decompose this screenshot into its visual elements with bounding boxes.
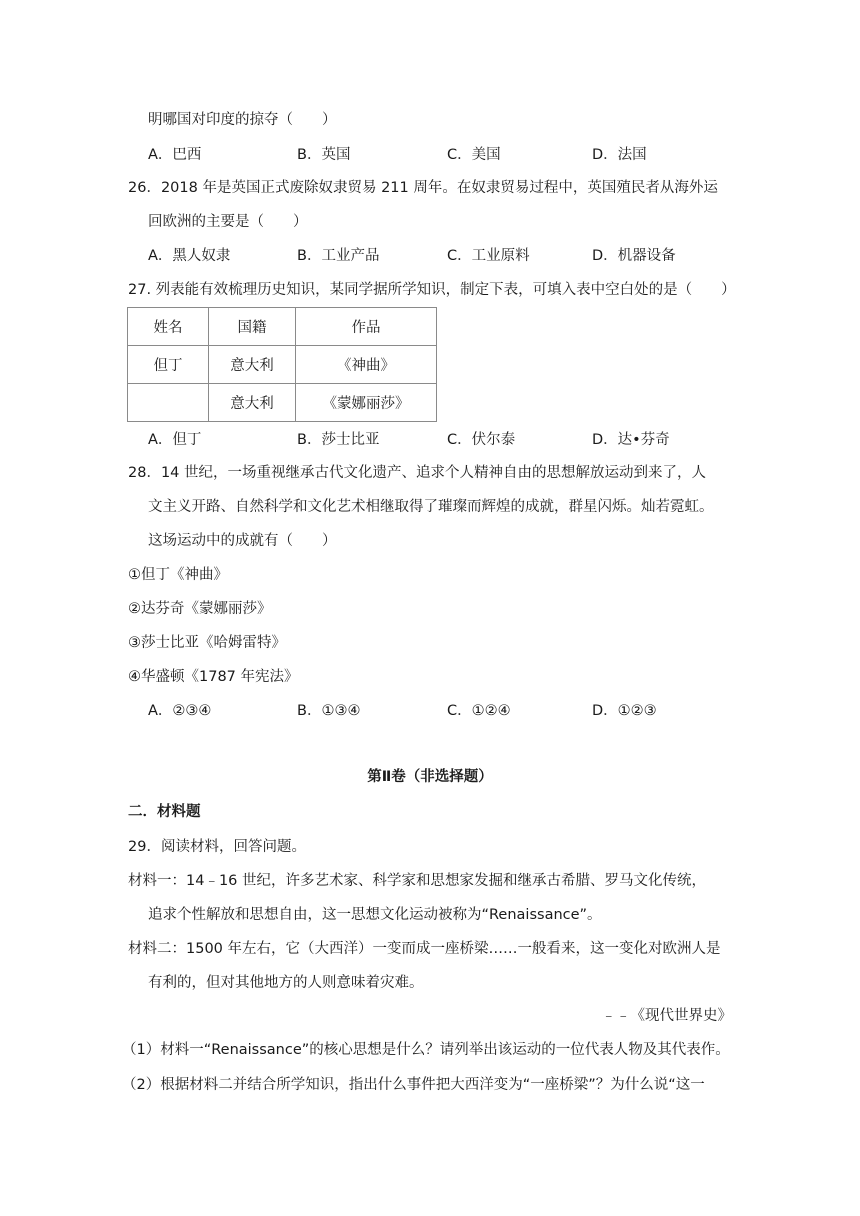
q28-option-c: C．①②④ (447, 703, 511, 719)
table-row (128, 384, 437, 422)
q26-option-d: D．机器设备 (592, 248, 676, 264)
q28-item-2: ②达芬奇《蒙娜丽莎》 (128, 601, 272, 617)
table-header-row (128, 308, 437, 346)
q29-material2-line1: 材料二：1500 年左右，它（大西洋）一变而成一座桥梁……一般看来，这一变化对欧洲人是 (128, 941, 721, 957)
table-header-name: 姓名 (128, 308, 209, 346)
table-cell: 意大利 (209, 384, 296, 422)
q29-material2-line2: 有利的，但对其他地方的人则意味着灾难。 (148, 975, 424, 991)
table-cell: 《蒙娜丽莎》 (296, 384, 437, 422)
q29-sub-question-1: （1）材料一“Renaissance”的核心思想是什么？请列举出该运动的一位代表人物及其代表作。 (122, 1042, 730, 1058)
q25-continuation: 明哪国对印度的掠夺（ ） (148, 112, 337, 128)
q27-table (127, 307, 437, 422)
q27-stem: 27. 列表能有效梳理历史知识，某同学据所学知识，制定下表，可填入表中空白处的是（ ） (128, 282, 736, 298)
q28-item-3: ③莎士比亚《哈姆雷特》 (128, 635, 286, 651)
table-cell: 《神曲》 (296, 346, 437, 384)
q26-option-a: A．黑人奴隶 (148, 248, 231, 264)
q25-option-c: C．美国 (447, 147, 501, 163)
q29-intro: 29．阅读材料，回答问题。 (128, 839, 306, 855)
q28-option-a: A．②③④ (148, 703, 212, 719)
q27-option-d: D．达•芬奇 (592, 432, 670, 448)
q29-material1-line1: 材料一：14﹣16 世纪，许多艺术家、科学家和思想家发掘和继承古希腊、罗马文化传统， (128, 873, 707, 889)
q27-option-b: B．莎士比亚 (297, 432, 380, 448)
q26-option-b: B．工业产品 (297, 248, 380, 264)
table-cell: 意大利 (209, 346, 296, 384)
part2-title: 第Ⅱ卷（非选择题） (367, 769, 493, 785)
q25-option-a: A．巴西 (148, 147, 202, 163)
table-cell: 但丁 (128, 346, 209, 384)
q29-material1-line2: 追求个性解放和思想自由，这一思想文化运动被称为“Renaissance”。 (148, 907, 602, 923)
q27-option-a: A．但丁 (148, 432, 202, 448)
q28-option-b: B．①③④ (297, 703, 361, 719)
q28-item-1: ①但丁《神曲》 (128, 567, 228, 583)
q26-option-c: C．工业原料 (447, 248, 530, 264)
q26-stem-line2: 回欧洲的主要是（ ） (148, 214, 308, 230)
q28-stem-line1: 28．14 世纪，一场重视继承古代文化遗产、追求个人精神自由的思想解放运动到来了，人 (128, 465, 707, 481)
table-header-nationality: 国籍 (209, 308, 296, 346)
q27-option-c: C．伏尔泰 (447, 432, 516, 448)
q28-option-d: D．①②③ (592, 703, 657, 719)
table-row (128, 346, 437, 384)
table-cell-blank (128, 384, 209, 422)
section-heading: 二．材料题 (128, 804, 201, 820)
q29-sub-question-2: （2）根据材料二并结合所学知识，指出什么事件把大西洋变为“一座桥梁”？为什么说“这一 (122, 1077, 705, 1093)
q29-source: ﹣﹣《现代世界史》 (601, 1008, 732, 1024)
q26-stem-line1: 26．2018 年是英国正式废除奴隶贸易 211 周年。在奴隶贸易过程中，英国殖民者从海外运 (128, 180, 718, 196)
q25-option-b: B．英国 (297, 147, 351, 163)
q28-stem-line2: 文主义开路、自然科学和文化艺术相继取得了璀璨而辉煌的成就，群星闪烁。灿若霓虹。 (148, 499, 714, 515)
q28-stem-line3: 这场运动中的成就有（ ） (148, 533, 337, 549)
q25-option-d: D．法国 (592, 147, 647, 163)
table-header-work: 作品 (296, 308, 437, 346)
q28-item-4: ④华盛顿《1787 年宪法》 (128, 669, 299, 685)
